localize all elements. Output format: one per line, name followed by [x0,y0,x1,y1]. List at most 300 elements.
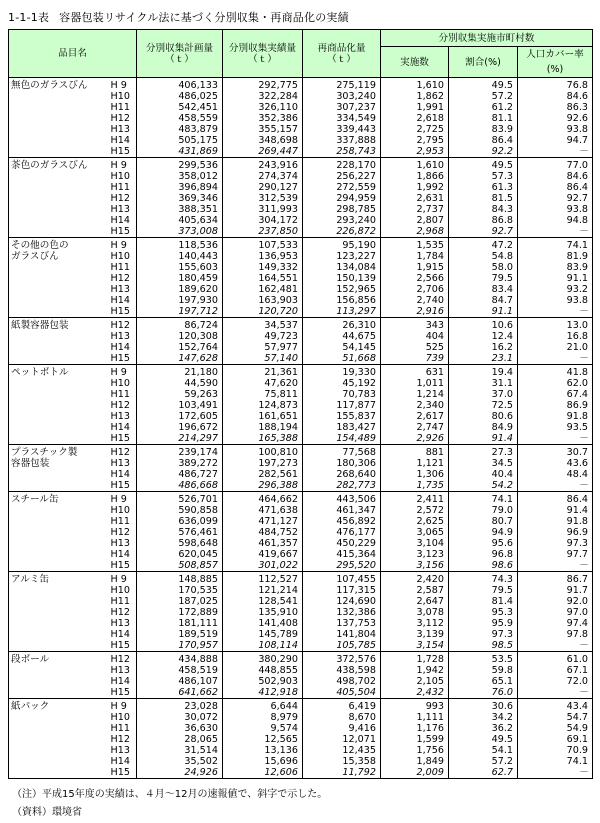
recycled-value: 137,753 [336,618,376,629]
collected-value: 12,606 [264,767,298,778]
ratio-value: 94.9 [491,527,513,538]
coverage-value: 21.0 [566,342,588,353]
ratio-value: 84.3 [491,204,513,215]
year-cell [109,365,137,445]
recycled-value: 124,690 [336,596,376,607]
count-value: 2,647 [416,596,444,607]
planned-value: 620,045 [178,549,218,560]
collected-value: 141,408 [258,618,298,629]
ratio-value: 57.2 [491,756,513,767]
ratio-cell [449,652,518,699]
recycled-value: 294,959 [336,193,376,204]
year-label: H 9 [110,367,127,378]
ratio-value: 53.5 [491,654,513,665]
planned-value: 590,858 [178,505,218,516]
collected-value: 471,638 [258,505,298,516]
header-recycled: 再商品化量 （ｔ） [303,30,381,78]
collected-value: 135,910 [258,607,298,618]
year-label: H12 [110,320,130,331]
recycled-value: 77,568 [342,447,376,458]
planned-value: 172,889 [178,607,218,618]
coverage-cell [518,78,593,158]
planned-cell [137,652,223,699]
collected-value: 49,723 [264,331,298,342]
coverage-value: 70.9 [566,745,588,756]
header-coverage: 人口カバー率(%) [518,47,593,78]
category-name: 無色のガラスびん [9,78,109,158]
collected-value: 380,290 [258,654,298,665]
ratio-value: 47.2 [491,240,513,251]
count-value: 2,807 [416,215,444,226]
recycled-value: 476,177 [336,527,376,538]
count-cell [381,158,449,238]
table-title [8,9,349,25]
recycled-value: 12,071 [342,734,376,745]
year-label: H13 [110,458,130,469]
table-row [9,492,593,572]
ratio-value: 34.5 [491,458,513,469]
planned-value: 598,648 [178,538,218,549]
recycled-value: 183,427 [336,422,376,433]
ratio-cell [449,365,518,445]
year-cell [109,652,137,699]
recycled-value: 117,315 [336,585,376,596]
planned-value: 505,175 [178,135,218,146]
coverage-value: 67.4 [566,389,588,400]
planned-value: 299,536 [178,160,218,171]
count-value: 2,625 [416,516,444,527]
collected-value: 121,214 [258,585,298,596]
collected-value: 464,662 [258,494,298,505]
count-value: 2,009 [416,767,444,778]
count-value: 1,535 [416,240,444,251]
collected-value: 290,127 [258,182,298,193]
recycled-value: 6,419 [348,701,376,712]
recycled-value: 295,520 [336,560,376,571]
recycled-cell [303,158,381,238]
coverage-value: 94.8 [566,215,588,226]
recycled-value: 107,455 [336,574,376,585]
recycled-value: 443,506 [336,494,376,505]
coverage-value: 43.6 [566,458,588,469]
ratio-value: 72.5 [491,400,513,411]
count-value: 2,737 [416,204,444,215]
source-note: （資料）環境省 [12,807,82,818]
collected-value: 128,541 [258,596,298,607]
coverage-value: － [578,353,588,364]
table-row [9,78,593,158]
count-value: 2,953 [416,146,444,157]
recycled-value: 275,119 [336,80,376,91]
year-label: H12 [110,607,130,618]
coverage-value: － [578,480,588,491]
year-label: H15 [110,306,130,317]
collected-value: 188,194 [258,422,298,433]
count-value: 3,104 [416,538,444,549]
planned-value: 396,894 [178,182,218,193]
ratio-value: 81.4 [491,596,513,607]
count-value: 2,747 [416,422,444,433]
recycled-value: 54,145 [342,342,376,353]
year-label: H10 [110,251,130,262]
coverage-value: 30.7 [566,447,588,458]
count-value: 3,154 [416,640,444,651]
year-label: H12 [110,193,130,204]
recycled-value: 134,084 [336,262,376,273]
coverage-value: 93.5 [566,422,588,433]
category-name: その他の色の ガラスびん [9,238,109,318]
collected-value: 21,361 [264,367,298,378]
year-label: H14 [110,469,130,480]
count-value: 2,618 [416,113,444,124]
coverage-value: 97.7 [566,549,588,560]
coverage-value: － [578,560,588,571]
ratio-cell [449,572,518,652]
year-label: H11 [110,182,130,193]
count-value: 1,849 [416,756,444,767]
count-value: 2,587 [416,585,444,596]
recycled-value: 123,227 [336,251,376,262]
year-label: H 9 [110,160,127,171]
planned-value: 30,072 [184,712,218,723]
planned-value: 214,297 [178,433,218,444]
planned-value: 31,514 [184,745,218,756]
ratio-cell [449,158,518,238]
ratio-value: 34.2 [491,712,513,723]
header-municipal-group: 分別収集実施市町村数 [381,30,593,47]
collected-cell [223,78,303,158]
collected-value: 326,110 [258,102,298,113]
category-name: プラスチック製 容器包装 [9,445,109,492]
collected-cell [223,318,303,365]
count-value: 3,156 [416,560,444,571]
coverage-value: 48.4 [566,469,588,480]
planned-value: 636,099 [178,516,218,527]
coverage-cell [518,445,593,492]
ratio-value: 80.7 [491,516,513,527]
collected-cell [223,445,303,492]
recycled-value: 258,743 [336,146,376,157]
year-label: H13 [110,538,130,549]
ratio-cell [449,238,518,318]
ratio-value: 49.5 [491,734,513,745]
count-value: 3,078 [416,607,444,618]
ratio-cell [449,78,518,158]
year-label: H10 [110,91,130,102]
count-value: 2,725 [416,124,444,135]
count-value: 1,121 [416,458,444,469]
count-value: 2,795 [416,135,444,146]
planned-value: 486,025 [178,91,218,102]
year-label: H14 [110,629,130,640]
planned-value: 405,634 [178,215,218,226]
year-label: H15 [110,226,130,237]
ratio-value: 58.0 [491,262,513,273]
count-value: 2,926 [416,433,444,444]
ratio-value: 95.9 [491,618,513,629]
table-caption: 容器包装リサイクル法に基づく分別収集・再商品化の実績 [59,11,349,24]
planned-value: 170,957 [178,640,218,651]
ratio-cell [449,699,518,779]
count-value: 1,756 [416,745,444,756]
year-label: H11 [110,596,130,607]
planned-value: 196,672 [178,422,218,433]
recycled-value: 334,549 [336,113,376,124]
year-label: H13 [110,411,130,422]
planned-value: 526,701 [178,494,218,505]
category-name: ペットボトル [9,365,109,445]
collected-value: 9,574 [270,723,298,734]
coverage-value: － [578,433,588,444]
ratio-value: 79.5 [491,273,513,284]
planned-value: 21,180 [184,367,218,378]
count-value: 1,862 [416,91,444,102]
planned-value: 36,630 [184,723,218,734]
count-value: 1,610 [416,80,444,91]
ratio-cell [449,445,518,492]
collected-value: 13,136 [264,745,298,756]
ratio-value: 83.4 [491,284,513,295]
coverage-value: 77.0 [566,160,588,171]
planned-value: 172,605 [178,411,218,422]
recycled-value: 372,576 [336,654,376,665]
ratio-value: 79.0 [491,505,513,516]
coverage-cell [518,652,593,699]
collected-cell [223,572,303,652]
coverage-value: 86.7 [566,574,588,585]
collected-value: 107,533 [258,240,298,251]
year-label: H15 [110,560,130,571]
coverage-value: 43.4 [566,701,588,712]
ratio-value: 12.4 [491,331,513,342]
year-cell [109,492,137,572]
planned-value: 120,308 [178,331,218,342]
year-label: H 9 [110,701,127,712]
year-label: H15 [110,433,130,444]
year-label: H15 [110,687,130,698]
ratio-cell [449,318,518,365]
collected-value: 282,561 [258,469,298,480]
ratio-value: 86.8 [491,215,513,226]
coverage-cell [518,699,593,779]
year-label: H12 [110,734,130,745]
ratio-value: 40.4 [491,469,513,480]
collected-value: 312,539 [258,193,298,204]
recycled-value: 226,872 [336,226,376,237]
collected-value: 269,447 [258,146,298,157]
category-name: 段ボール [9,652,109,699]
collected-value: 136,953 [258,251,298,262]
planned-value: 59,263 [184,389,218,400]
planned-value: 369,346 [178,193,218,204]
ratio-value: 91.4 [491,433,513,444]
planned-cell [137,445,223,492]
ratio-value: 98.6 [491,560,513,571]
collected-value: 15,696 [264,756,298,767]
year-label: H 9 [110,80,127,91]
coverage-value: 61.0 [566,654,588,665]
collected-value: 120,720 [258,306,298,317]
collected-value: 12,565 [264,734,298,745]
year-label: H13 [110,124,130,135]
ratio-value: 49.5 [491,160,513,171]
count-value: 2,706 [416,284,444,295]
coverage-value: 93.8 [566,124,588,135]
count-value: 1,214 [416,389,444,400]
recycled-value: 156,856 [336,295,376,306]
planned-value: 24,926 [184,767,218,778]
ratio-value: 74.3 [491,574,513,585]
category-name: スチール缶 [9,492,109,572]
coverage-value: 91.7 [566,585,588,596]
year-label: H13 [110,665,130,676]
planned-value: 486,668 [178,480,218,491]
year-label: H15 [110,640,130,651]
ratio-value: 92.2 [491,146,513,157]
count-value: 3,123 [416,549,444,560]
planned-value: 189,519 [178,629,218,640]
recycled-value: 132,386 [336,607,376,618]
collected-value: 149,332 [258,262,298,273]
ratio-value: 80.6 [491,411,513,422]
header-ratio: 割合(%) [449,47,518,78]
recycled-value: 337,888 [336,135,376,146]
ratio-value: 49.5 [491,80,513,91]
ratio-value: 59.8 [491,665,513,676]
coverage-cell [518,572,593,652]
count-value: 1,011 [416,378,444,389]
collected-value: 484,752 [258,527,298,538]
recycled-value: 155,837 [336,411,376,422]
ratio-value: 91.1 [491,306,513,317]
count-value: 3,112 [416,618,444,629]
table-row [9,238,593,318]
ratio-value: 76.0 [491,687,513,698]
count-value: 404 [425,331,444,342]
year-cell [109,238,137,318]
count-value: 2,566 [416,273,444,284]
count-cell [381,445,449,492]
count-value: 343 [425,320,444,331]
year-label: H15 [110,480,130,491]
planned-value: 189,620 [178,284,218,295]
count-value: 2,420 [416,574,444,585]
collected-value: 461,357 [258,538,298,549]
collected-value: 301,022 [258,560,298,571]
count-value: 1,991 [416,102,444,113]
table-number: 1-1-1表 [8,11,50,24]
recycled-value: 44,675 [342,331,376,342]
coverage-value: 16.8 [566,331,588,342]
ratio-value: 30.6 [491,701,513,712]
recycled-value: 438,598 [336,665,376,676]
count-value: 631 [425,367,444,378]
coverage-value: 97.4 [566,618,588,629]
coverage-value: 41.8 [566,367,588,378]
ratio-value: 57.2 [491,91,513,102]
ratio-value: 86.4 [491,135,513,146]
coverage-value: － [578,767,588,778]
category-name: 茶色のガラスびん [9,158,109,238]
planned-value: 103,491 [178,400,218,411]
planned-value: 576,461 [178,527,218,538]
collected-value: 304,172 [258,215,298,226]
ratio-value: 57.3 [491,171,513,182]
recycled-value: 293,240 [336,215,376,226]
ratio-value: 97.3 [491,629,513,640]
ratio-value: 54.1 [491,745,513,756]
year-label: H10 [110,585,130,596]
header-planned: 分別収集計画量 （ｔ） [137,30,223,78]
coverage-cell [518,492,593,572]
collected-cell [223,652,303,699]
recycled-cell [303,78,381,158]
year-label: H15 [110,353,130,364]
count-value: 993 [425,701,444,712]
year-cell [109,699,137,779]
ratio-value: 61.3 [491,182,513,193]
year-label: H13 [110,745,130,756]
coverage-value: 76.8 [566,80,588,91]
planned-value: 542,451 [178,102,218,113]
recycled-value: 19,330 [342,367,376,378]
planned-value: 155,603 [178,262,218,273]
year-label: H13 [110,284,130,295]
collected-value: 355,157 [258,124,298,135]
ratio-value: 84.9 [491,422,513,433]
collected-value: 419,667 [258,549,298,560]
count-value: 1,992 [416,182,444,193]
collected-value: 162,481 [258,284,298,295]
coverage-value: 72.0 [566,676,588,687]
recycled-cell [303,365,381,445]
coverage-value: 94.7 [566,135,588,146]
year-cell [109,445,137,492]
recycled-value: 113,297 [336,306,376,317]
year-cell [109,78,137,158]
ratio-value: 74.1 [491,494,513,505]
planned-value: 147,628 [178,353,218,364]
year-label: H14 [110,676,130,687]
coverage-value: 86.4 [566,182,588,193]
year-label: H11 [110,389,130,400]
coverage-value: 91.1 [566,273,588,284]
year-label: H10 [110,505,130,516]
coverage-value: 74.1 [566,240,588,251]
count-value: 2,968 [416,226,444,237]
year-label: H15 [110,767,130,778]
count-value: 1,111 [416,712,444,723]
count-cell [381,492,449,572]
recycled-cell [303,699,381,779]
coverage-cell [518,365,593,445]
recycled-value: 228,170 [336,160,376,171]
coverage-value: 92.0 [566,596,588,607]
header-collected: 分別収集実績量 （ｔ） [223,30,303,78]
recycled-cell [303,238,381,318]
coverage-value: 93.2 [566,284,588,295]
recycled-value: 256,227 [336,171,376,182]
count-value: 3,139 [416,629,444,640]
recycled-value: 15,358 [342,756,376,767]
planned-value: 86,724 [184,320,218,331]
planned-value: 483,879 [178,124,218,135]
planned-value: 486,727 [178,469,218,480]
ratio-value: 27.3 [491,447,513,458]
recycled-value: 282,773 [336,480,376,491]
recycled-value: 272,559 [336,182,376,193]
count-value: 1,599 [416,734,444,745]
